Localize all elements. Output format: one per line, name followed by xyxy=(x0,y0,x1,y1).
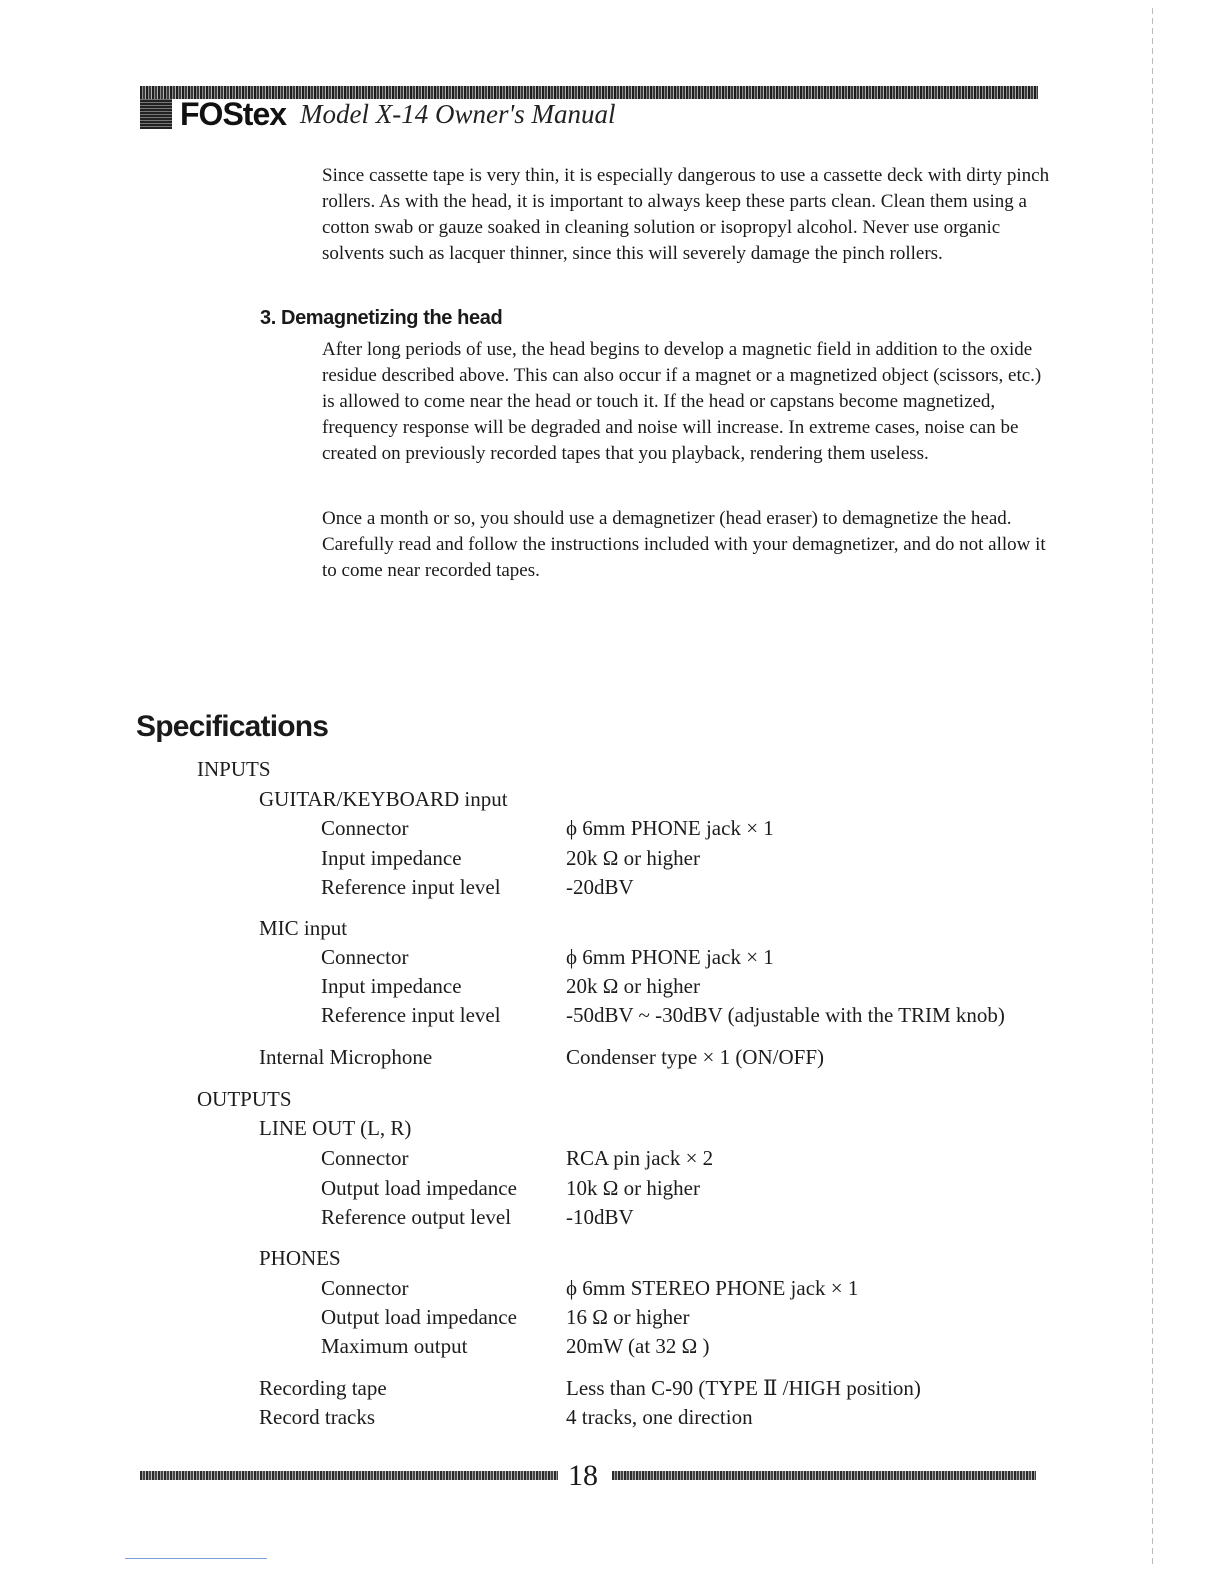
specifications-title: Specifications xyxy=(136,710,329,743)
spec-value: RCA pin jack × 2 xyxy=(566,1146,714,1170)
section-heading-demagnetizing: 3. Demagnetizing the head xyxy=(260,307,503,329)
spec-value: -10dBV xyxy=(566,1205,634,1229)
spec-value: Less than C-90 (TYPE Ⅱ /HIGH position) xyxy=(566,1376,921,1400)
header-block-mark xyxy=(140,99,172,129)
spec-label: Output load impedance xyxy=(321,1176,517,1200)
page-number: 18 xyxy=(568,1459,598,1492)
footer-rule-right xyxy=(612,1471,1036,1480)
spec-label: Connector xyxy=(321,1146,409,1170)
spec-value: -50dBV ~ -30dBV (adjustable with the TRIM knob) xyxy=(566,1003,1005,1027)
outputs-heading: OUTPUTS xyxy=(197,1087,292,1111)
spec-label: Connector xyxy=(321,1276,409,1300)
spec-label: Reference input level xyxy=(321,875,501,899)
phones-heading: PHONES xyxy=(259,1246,341,1270)
intro-paragraph: Since cassette tape is very thin, it is especially dangerous to use a cassette deck with dirty pinch rollers. As with the head, it is important to always keep these parts clean. Clean them using a cotton swab or gauze soaked in cleaning solution or isopropyl alcohol. Never use organic solvents such as lacquer thinner, since this will severely damage the pinch rollers. xyxy=(322,165,1050,264)
scan-edge-line xyxy=(1152,8,1153,1568)
spec-label: Internal Microphone xyxy=(259,1045,433,1069)
spec-label: Output load impedance xyxy=(321,1305,517,1329)
spec-label: Recording tape xyxy=(259,1376,387,1400)
spec-value: -20dBV xyxy=(566,875,634,899)
spec-value: 20k Ω or higher xyxy=(566,846,700,870)
spec-value: 20mW (at 32 Ω ) xyxy=(566,1334,710,1358)
spec-value: ϕ 6mm STEREO PHONE jack × 1 xyxy=(566,1276,859,1300)
spec-label: Connector xyxy=(321,945,409,969)
spec-value: ϕ 6mm PHONE jack × 1 xyxy=(566,816,774,840)
demagnetizing-paragraph-1: After long periods of use, the head begins to develop a magnetic field in addition to the oxide residue described above. This can also occur if a magnet or a magnetized object (scissors, etc.) is allowed to come near the head or touch it. If the head or capstans become magnetized, frequency response will be degraded and noise will increase. In extreme cases, noise can be created on previously recorded tapes that you playback, rendering them useless. xyxy=(322,339,1042,464)
spec-label: Input impedance xyxy=(321,974,462,998)
demagnetizing-paragraph-2: Once a month or so, you should use a demagnetizer (head eraser) to demagnetize the head. Carefully read and follow the instructions included with your demagnetizer, and do not allow it to come near recorded tapes. xyxy=(322,508,1046,581)
inputs-heading: INPUTS xyxy=(197,757,271,781)
spec-value: 16 Ω or higher xyxy=(566,1305,690,1329)
mic-input-heading: MIC input xyxy=(259,916,348,940)
spec-value: Condenser type × 1 (ON/OFF) xyxy=(566,1045,824,1069)
manual-title: Model X-14 Owner's Manual xyxy=(300,99,616,129)
spec-value: ϕ 6mm PHONE jack × 1 xyxy=(566,945,774,969)
brand-logo: FOStex xyxy=(180,96,287,132)
footer-rule-left xyxy=(140,1471,558,1480)
scan-bottom-rule xyxy=(125,1558,267,1559)
spec-label: Reference output level xyxy=(321,1205,512,1229)
spec-value: 20k Ω or higher xyxy=(566,974,700,998)
spec-label: Record tracks xyxy=(259,1405,376,1429)
spec-label: Connector xyxy=(321,816,409,840)
line-out-heading: LINE OUT (L, R) xyxy=(259,1116,412,1140)
spec-label: Input impedance xyxy=(321,846,462,870)
spec-label: Reference input level xyxy=(321,1003,501,1027)
spec-label: Maximum output xyxy=(321,1334,468,1358)
guitar-input-heading: GUITAR/KEYBOARD input xyxy=(259,787,508,811)
spec-value: 10k Ω or higher xyxy=(566,1176,700,1200)
spec-value: 4 tracks, one direction xyxy=(566,1405,753,1429)
